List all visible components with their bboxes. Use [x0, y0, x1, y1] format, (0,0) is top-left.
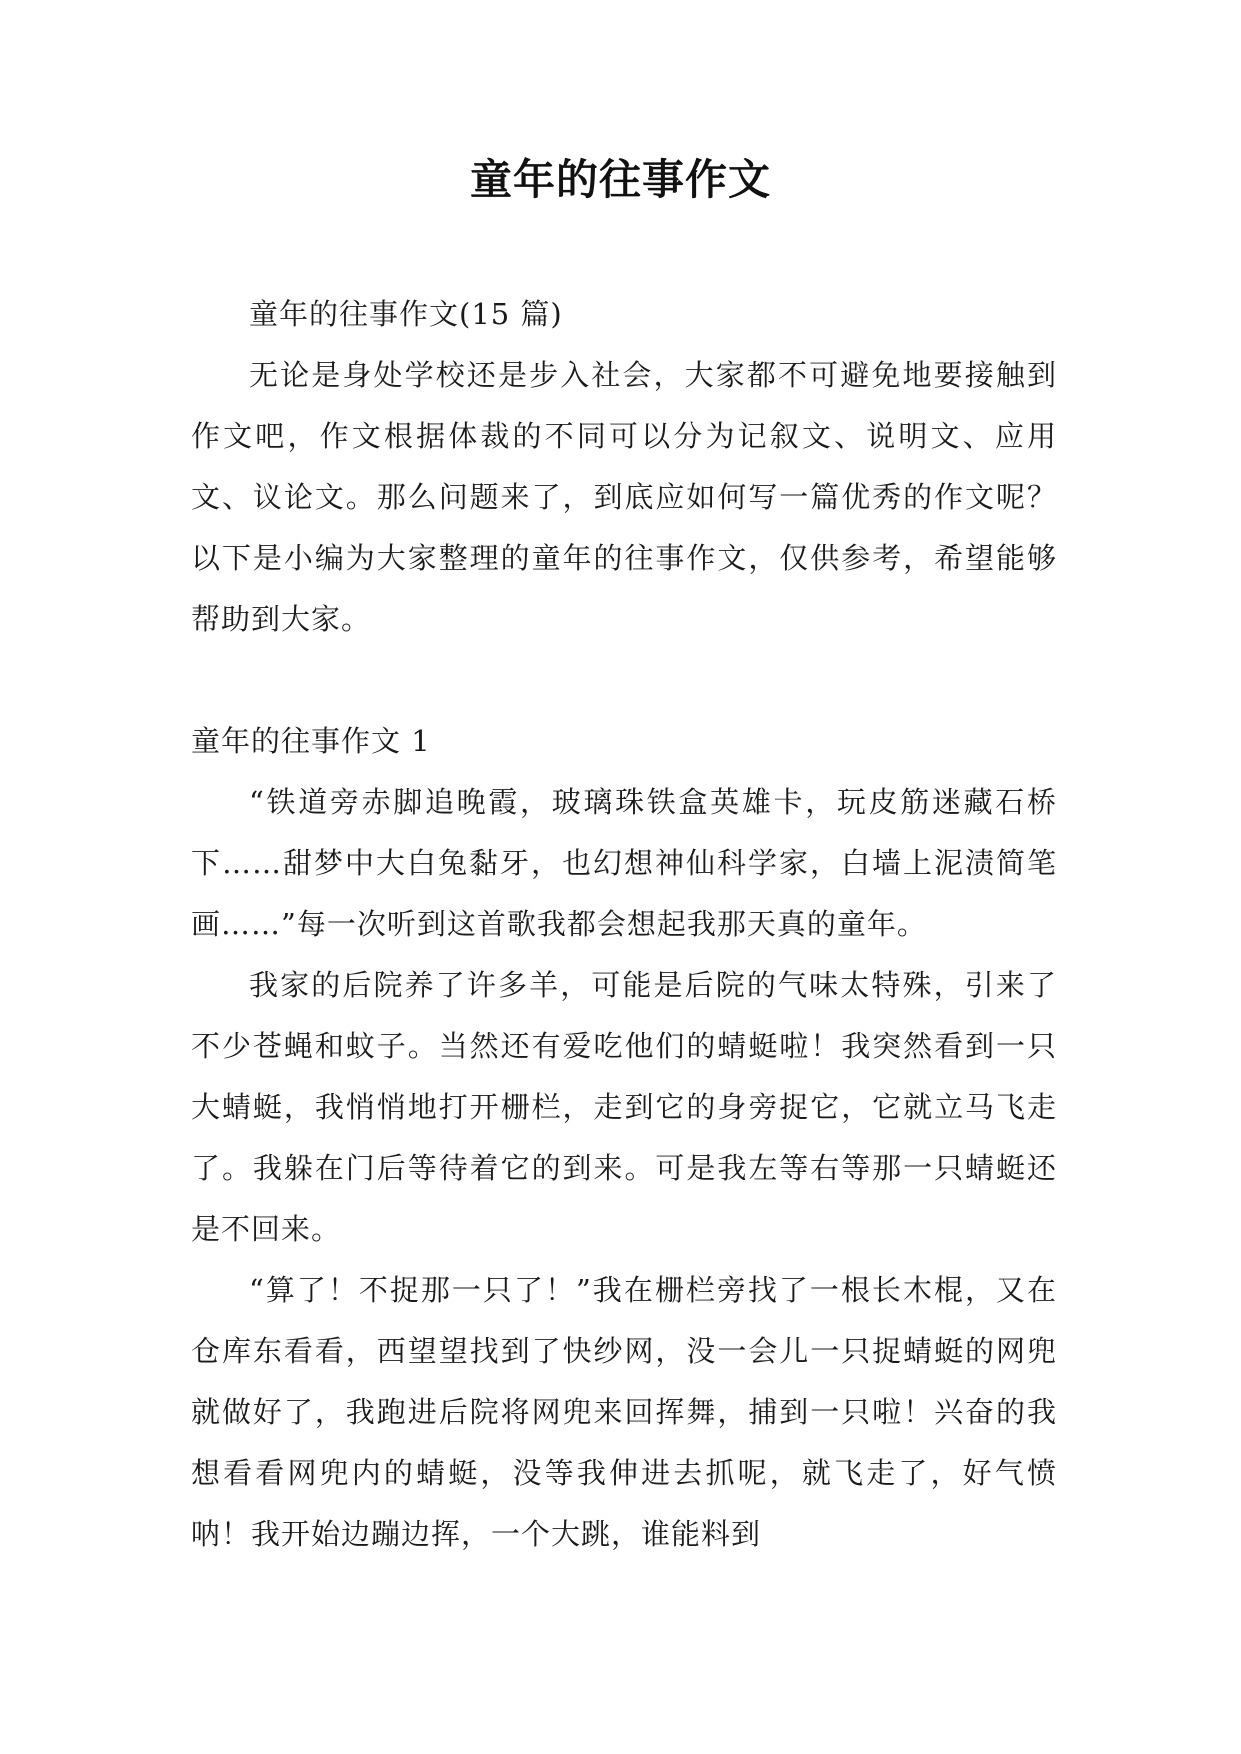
- body-paragraph: 我家的后院养了许多羊，可能是后院的气味太特殊，引来了不少苍蝇和蚊子。当然还有爱吃他们的蜻蜓啦！我突然看到一只大蜻蜓，我悄悄地打开栅栏，走到它的身旁捉它，它就立马飞走了。我躲在门后等待着它的到来。可是我左等右等那一只蜻蜓还是不回来。: [191, 968, 1057, 1246]
- intro-paragraph: 无论是身处学校还是步入社会，大家都不可避免地要接触到作文吧，作文根据体裁的不同可以分为记叙文、说明文、应用文、议论文。那么问题来了，到底应如何写一篇优秀的作文呢？以下是小编为大家整理的童年的往事作文，仅供参考，希望能够帮助到大家。: [191, 358, 1057, 636]
- section-heading: 童年的往事作文 1: [191, 724, 431, 758]
- document-title: 童年的往事作文: [469, 155, 771, 204]
- document-subtitle: 童年的往事作文(15 篇): [249, 297, 563, 331]
- body-paragraph: “算了！不捉那一只了！”我在栅栏旁找了一根长木棍，又在仓库东看看，西望望找到了快纱网，没一会儿一只捉蜻蜓的网兜就做好了，我跑进后院将网兜来回挥舞，捕到一只啦！兴奋的我想看看网兜内的蜻蜓，没等我伸进去抓呢，就飞走了，好气愤呐！我开始边蹦边挥，一个大跳，谁能料到: [191, 1273, 1057, 1551]
- document-body: [191, 284, 1057, 1565]
- body-paragraph: “铁道旁赤脚追晚霞，玻璃珠铁盒英雄卡，玩皮筋迷藏石桥下……甜梦中大白兔黏牙，也幻想神仙科学家，白墙上泥渍简笔画……”每一次听到这首歌我都会想起我那天真的童年。: [191, 785, 1057, 941]
